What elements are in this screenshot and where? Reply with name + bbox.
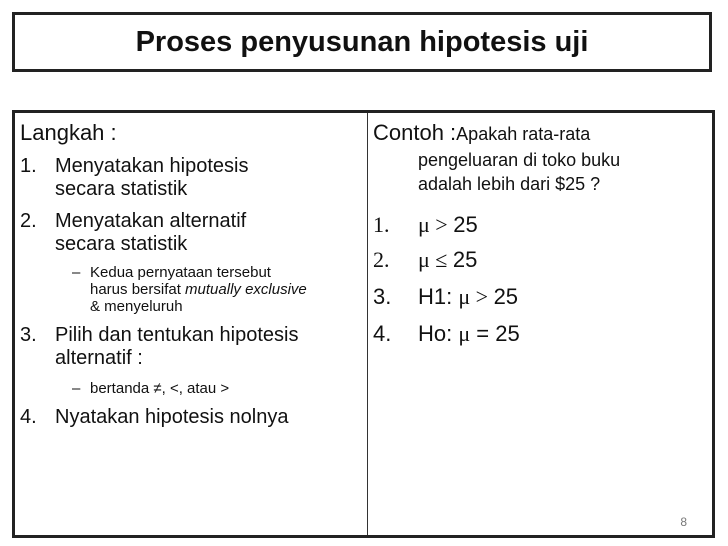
steps-heading: Langkah :	[20, 120, 117, 145]
subpoint-line-3: & menyeluruh	[90, 298, 183, 315]
step-4	[20, 406, 365, 429]
example-heading	[373, 119, 708, 148]
subpoint-emphasis: mutually exclusive	[185, 281, 307, 298]
subpoint-dash: –	[72, 264, 81, 281]
item-1-symbol: μ >	[418, 212, 454, 237]
step-1-line-2: secara statistik	[55, 178, 188, 200]
page-number: 8	[680, 515, 687, 529]
subpoint-text: bertanda ≠, <, atau >	[90, 380, 230, 397]
example-question-line-3: adalah lebih dari $25 ?	[418, 174, 601, 194]
item-2-symbol: μ ≤	[418, 247, 453, 272]
item-3-value: 25	[493, 284, 519, 309]
content-table	[12, 110, 715, 538]
example-item-3	[373, 283, 708, 310]
item-3-symbol: μ >	[458, 284, 494, 309]
item-3-prefix: H1:	[418, 284, 459, 309]
step-1-line-1: Menyatakan hipotesis	[55, 155, 249, 177]
example-question-line-2: pengeluaran di toko buku	[418, 150, 621, 170]
example-item-4	[373, 320, 708, 347]
step-4-number: 4.	[20, 406, 37, 428]
example-label: Contoh :	[373, 120, 457, 145]
step-2-line-1: Menyatakan alternatif	[55, 210, 247, 232]
item-2-number: 2.	[373, 247, 390, 272]
subpoint-dash: –	[72, 380, 81, 397]
steps-column	[20, 119, 365, 429]
step-2-number: 2.	[20, 210, 37, 232]
subpoint-line-2-text: harus bersifat	[90, 281, 186, 298]
step-3-line-2: alternatif :	[55, 347, 143, 369]
step-2-line-2: secara statistik	[55, 233, 188, 255]
step-2-subpoint	[20, 264, 365, 315]
step-2	[20, 210, 365, 256]
step-3	[20, 324, 365, 370]
item-4-prefix: Ho:	[418, 321, 459, 346]
example-item-1	[373, 211, 708, 238]
item-1-number: 1.	[373, 212, 390, 237]
step-1	[20, 155, 365, 201]
step-4-text: Nyatakan hipotesis nolnya	[55, 406, 289, 428]
example-question-start: Apakah rata-rata	[456, 124, 591, 144]
item-2-value: 25	[452, 247, 478, 272]
subpoint-line-2	[90, 281, 365, 298]
item-1-value: 25	[453, 212, 478, 237]
step-3-number: 3.	[20, 324, 37, 346]
item-4-symbol: μ	[458, 321, 471, 346]
slide-title: Proses penyusunan hipotesis uji	[12, 12, 712, 72]
example-column	[373, 119, 708, 347]
column-divider	[367, 113, 368, 535]
step-1-number: 1.	[20, 155, 37, 177]
step-3-subpoint	[20, 380, 365, 397]
subpoint-line-1: Kedua pernyataan tersebut	[90, 264, 271, 281]
step-3-line-1: Pilih dan tentukan hipotesis	[55, 324, 299, 346]
item-4-value: = 25	[470, 321, 520, 346]
example-item-2	[373, 246, 708, 273]
item-4-number: 4.	[373, 321, 392, 346]
item-3-number: 3.	[373, 284, 392, 309]
